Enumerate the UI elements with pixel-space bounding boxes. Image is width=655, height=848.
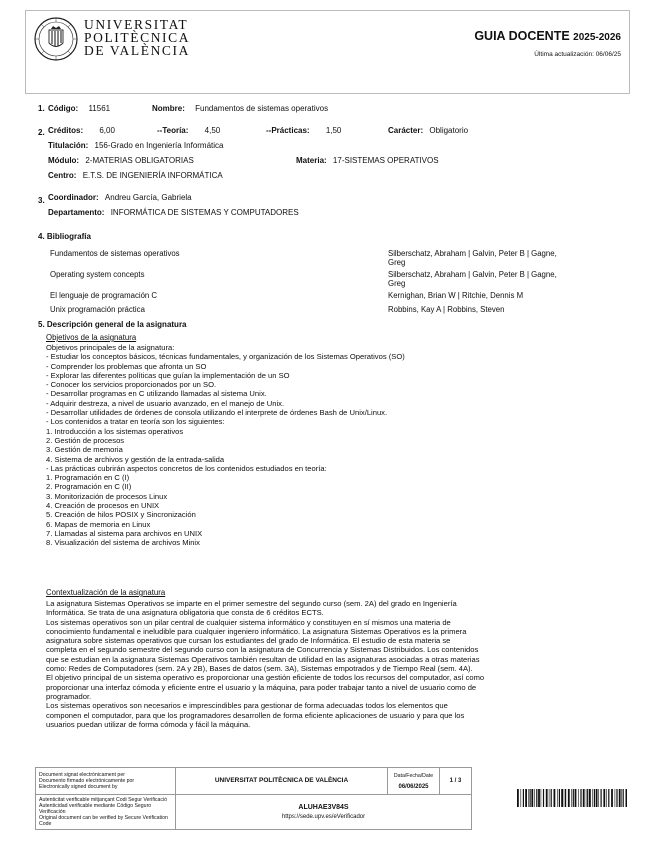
context-line: usuarios puedan utilizar de forma cómoda y fácil la máquina. <box>46 719 251 729</box>
objectives-line: - Desarrollar programas en C utilizando llamadas al sistema Unix. <box>46 389 267 399</box>
character-value: Obligatorio <box>429 126 469 135</box>
objectives-line: - Adquirir destreza, a nivel de usuario avanzado, en el manejo de Unix. <box>46 398 285 408</box>
context-line: componen el computador, para que los programadores desarrollen de forma eficiente aplicaciones de usuario y para que los <box>46 710 465 720</box>
context-line: Los sistemas operativos son necesarios e imprescindibles para gestionar de forma adecuadas todos los elementos que <box>46 701 448 711</box>
coordinator-value: Andreu García, Gabriela <box>104 193 192 202</box>
biblio-item-title: Fundamentos de sistemas operativos <box>50 249 180 258</box>
theory-value: 4,50 <box>204 126 221 135</box>
objectives-line: - Conocer los servicios proporcionados por un SO. <box>46 380 217 390</box>
context-line: Los sistemas operativos son un pilar central de cualquier sistema informático y constituyen en sí mismos una materia de <box>46 617 451 627</box>
verif-line: Autenticidad verificable mediante Código Seguro Verificación <box>39 803 152 815</box>
section-1-name <box>152 104 328 114</box>
department-label: Departamento: <box>48 208 105 217</box>
department-value: INFORMÁTICA DE SISTEMAS Y COMPUTADORES <box>110 208 299 217</box>
context-text <box>46 599 484 729</box>
barcode-icon <box>517 789 627 807</box>
biblio-authors-line: Silberschatz, Abraham | Galvin, Peter B | Gagne, <box>388 249 557 258</box>
module <box>48 156 194 166</box>
objectives-line: 7. Llamadas al sistema para archivos en UNIX <box>46 528 203 538</box>
subject-value: 17-SISTEMAS OPERATIVOS <box>332 156 439 165</box>
context-line: La asignatura Sistemas Operativos se imparte en el primer semestre del segundo curso (sem. 2A) del grado en Ingeniería <box>46 599 457 608</box>
objectives-line: Objetivos principales de la asignatura: <box>46 343 175 352</box>
subject <box>296 156 439 166</box>
signature-footer <box>35 767 627 827</box>
objectives-line: 3. Monitorización de procesos Linux <box>46 491 168 501</box>
department <box>48 208 299 218</box>
context-line: conocimiento fundamental e ineludible para cualquier ingeniero informático. La asignatura Sistemas Operativos es la primera <box>46 626 467 636</box>
center-label: Centro: <box>48 171 77 180</box>
verif-line: Original document can be verified by Secure Verification Code <box>39 815 168 827</box>
last-update: Última actualización: 06/06/25 <box>534 51 621 58</box>
module-value: 2-MATERIAS OBLIGATORIAS <box>85 156 194 165</box>
name-value: Fundamentos de sistemas operativos <box>195 104 329 113</box>
objectives-line: 2. Programación en C (II) <box>46 482 132 492</box>
practice-label: --Prácticas: <box>266 126 310 135</box>
verification-code-cell <box>176 795 472 830</box>
signed-line: Document signat electrònicament per <box>39 772 125 778</box>
signed-line: Electronically signed document by <box>39 784 118 790</box>
context-line: Informática. Se trata de una asignatura obligatoria que consta de 6 créditos ECTS. <box>46 608 324 618</box>
verification-url[interactable]: https://sede.upv.es/eVerificador <box>281 813 366 820</box>
context-line: que se estudian en la asignatura Sistemas Operativos también resultan de utilidad en las asignaturas asociadas a otras materias <box>46 654 480 664</box>
signed-by-cell <box>36 768 176 795</box>
description-title: 5. Descripción general de la asignatura <box>38 320 187 329</box>
credits-value: 6,00 <box>99 126 115 135</box>
objectives-text <box>46 343 405 548</box>
biblio-item-authors: Kernighan, Brian W | Ritchie, Dennis M <box>388 291 524 300</box>
uni-line-3: DE VALÈNCIA <box>84 43 190 58</box>
objectives-line: - Estudiar los conceptos básicos, técnicas fundamentales, y organización de los Sistemas Operativos (SO) <box>46 352 405 362</box>
biblio-item-authors <box>388 270 557 288</box>
character <box>388 126 468 136</box>
signed-line: Documento firmado electrónicamente por <box>39 778 135 784</box>
objectives-line: - Explorar las diferentes políticas que guían la implementación de un SO <box>46 370 290 380</box>
biblio-authors-line: Silberschatz, Abraham | Galvin, Peter B | Gagne, <box>388 270 557 279</box>
degree-value: 156-Grado en Ingeniería Informática <box>94 141 224 150</box>
theory-credits <box>157 126 220 136</box>
context-line: programador. <box>46 691 92 701</box>
coordinator <box>48 193 192 203</box>
context-line: como: Redes de Computadores (sem. 2A y 2B), Bases de datos (sem. 3A), Sistemas empotrados y de Tiempo Real (sem. 4A). <box>46 664 473 674</box>
context-line: completa en el segundo semestre del segundo curso con la asignatura de Concurrencia y Sistemas Distribuidos. Los contenidos <box>46 645 479 655</box>
theory-label: --Teoría: <box>157 126 189 135</box>
verification-cell <box>36 795 176 830</box>
section-1-number: 1. <box>38 104 45 113</box>
objectives-heading: Objetivos de la asignatura <box>46 333 137 342</box>
biblio-item-authors <box>388 249 557 267</box>
objectives-line: 4. Sistema de archivos y gestión de la entrada-salida <box>46 454 225 464</box>
verification-code: ALUHAE3V84S <box>298 803 349 811</box>
section-2-number: 2. <box>38 128 45 137</box>
coordinator-label: Coordinador: <box>48 193 99 202</box>
credits-label: Créditos: <box>48 126 84 135</box>
practice-credits <box>266 126 341 136</box>
objectives-line: - Desarrollar utilidades de órdenes de consola utilizando el interprete de órdenes Bash de Unix/Linux. <box>46 408 388 418</box>
date-value: 06/06/2025 <box>398 783 429 790</box>
biblio-item-authors: Robbins, Kay A | Robbins, Steven <box>388 305 505 314</box>
biblio-authors-line: Greg <box>388 279 406 288</box>
center <box>48 171 223 181</box>
objectives-line: - Comprender los problemas que afronta un SO <box>46 361 207 371</box>
section-1-code <box>48 104 110 114</box>
subject-label: Materia: <box>296 156 327 165</box>
degree-label: Titulación: <box>48 141 89 150</box>
objectives-line: 3. Gestión de memoria <box>46 445 123 455</box>
biblio-item-title: Unix programación práctica <box>50 305 145 314</box>
university-name <box>84 18 190 57</box>
objectives-line: 1. Programación en C (I) <box>46 473 130 483</box>
module-label: Módulo: <box>48 156 80 165</box>
credits <box>48 126 115 136</box>
objectives-line: 6. Mapas de memoria en Linux <box>46 519 151 529</box>
date-cell <box>388 768 440 795</box>
objectives-line: - Las prácticas cubrirán aspectos concretos de los contenidos estudiados en teoría: <box>46 463 327 473</box>
guide-label: GUIA DOCENTE <box>474 29 570 43</box>
objectives-line: - Los contenidos a tratar en teoría son los siguientes: <box>46 417 225 427</box>
center-value: E.T.S. DE INGENIERÍA INFORMÁTICA <box>82 171 223 180</box>
objectives-line: 1. Introducción a los sistemas operativos <box>46 426 184 436</box>
guide-title <box>474 29 621 44</box>
biblio-authors-line: Greg <box>388 258 406 267</box>
bibliography-title: 4. Bibliografía <box>38 232 91 241</box>
date-label: Data/Fecha/Date <box>393 772 434 779</box>
biblio-item-title: El lenguaje de programación C <box>50 291 158 300</box>
biblio-item-title: Operating system concepts <box>50 270 145 279</box>
document-header <box>25 10 630 94</box>
objectives-line: 2. Gestión de procesos <box>46 435 125 445</box>
objectives-line: 8. Visualización del sistema de archivos Minix <box>46 538 200 548</box>
character-label: Carácter: <box>388 126 424 135</box>
code-label: Código: <box>48 104 79 113</box>
context-line: asignatura sobre sistemas operativos que cursan los estudiantes del grado de Informática. El estudio de esta materia se <box>46 636 451 646</box>
objectives-line: 5. Creación de hilos POSIX y Sincronización <box>46 510 196 520</box>
code-value: 11561 <box>88 104 111 113</box>
section-3-number: 3. <box>38 196 45 205</box>
upv-seal-logo <box>34 17 78 61</box>
uni-line-1: UNIVERSITAT <box>84 17 189 32</box>
uni-line-2: POLITÈCNICA <box>84 30 191 45</box>
verif-line: Autenticitat verificable mitjançant Codi Segur Verificació <box>39 797 168 803</box>
context-heading: Contextualización de la asignatura <box>46 588 166 597</box>
guide-year: 2025-2026 <box>573 32 621 43</box>
page-number: 1 / 3 <box>440 768 472 795</box>
context-line: El objetivo principal de un sistema operativo es proporcionar una gestión eficiente de todos los recursos del computador, así como <box>46 673 485 683</box>
objectives-line: 4. Creación de procesos en UNIX <box>46 501 160 511</box>
context-line: proporcionar una interfaz cómoda y eficiente entre el usuario y la máquina, para poder trabajar tanto a nivel de usuario como de <box>46 682 477 692</box>
practice-value: 1,50 <box>325 126 342 135</box>
university-cell: UNIVERSITAT POLITÈCNICA DE VALÈNCIA <box>176 768 388 795</box>
name-label: Nombre: <box>152 104 185 113</box>
degree <box>48 141 224 151</box>
